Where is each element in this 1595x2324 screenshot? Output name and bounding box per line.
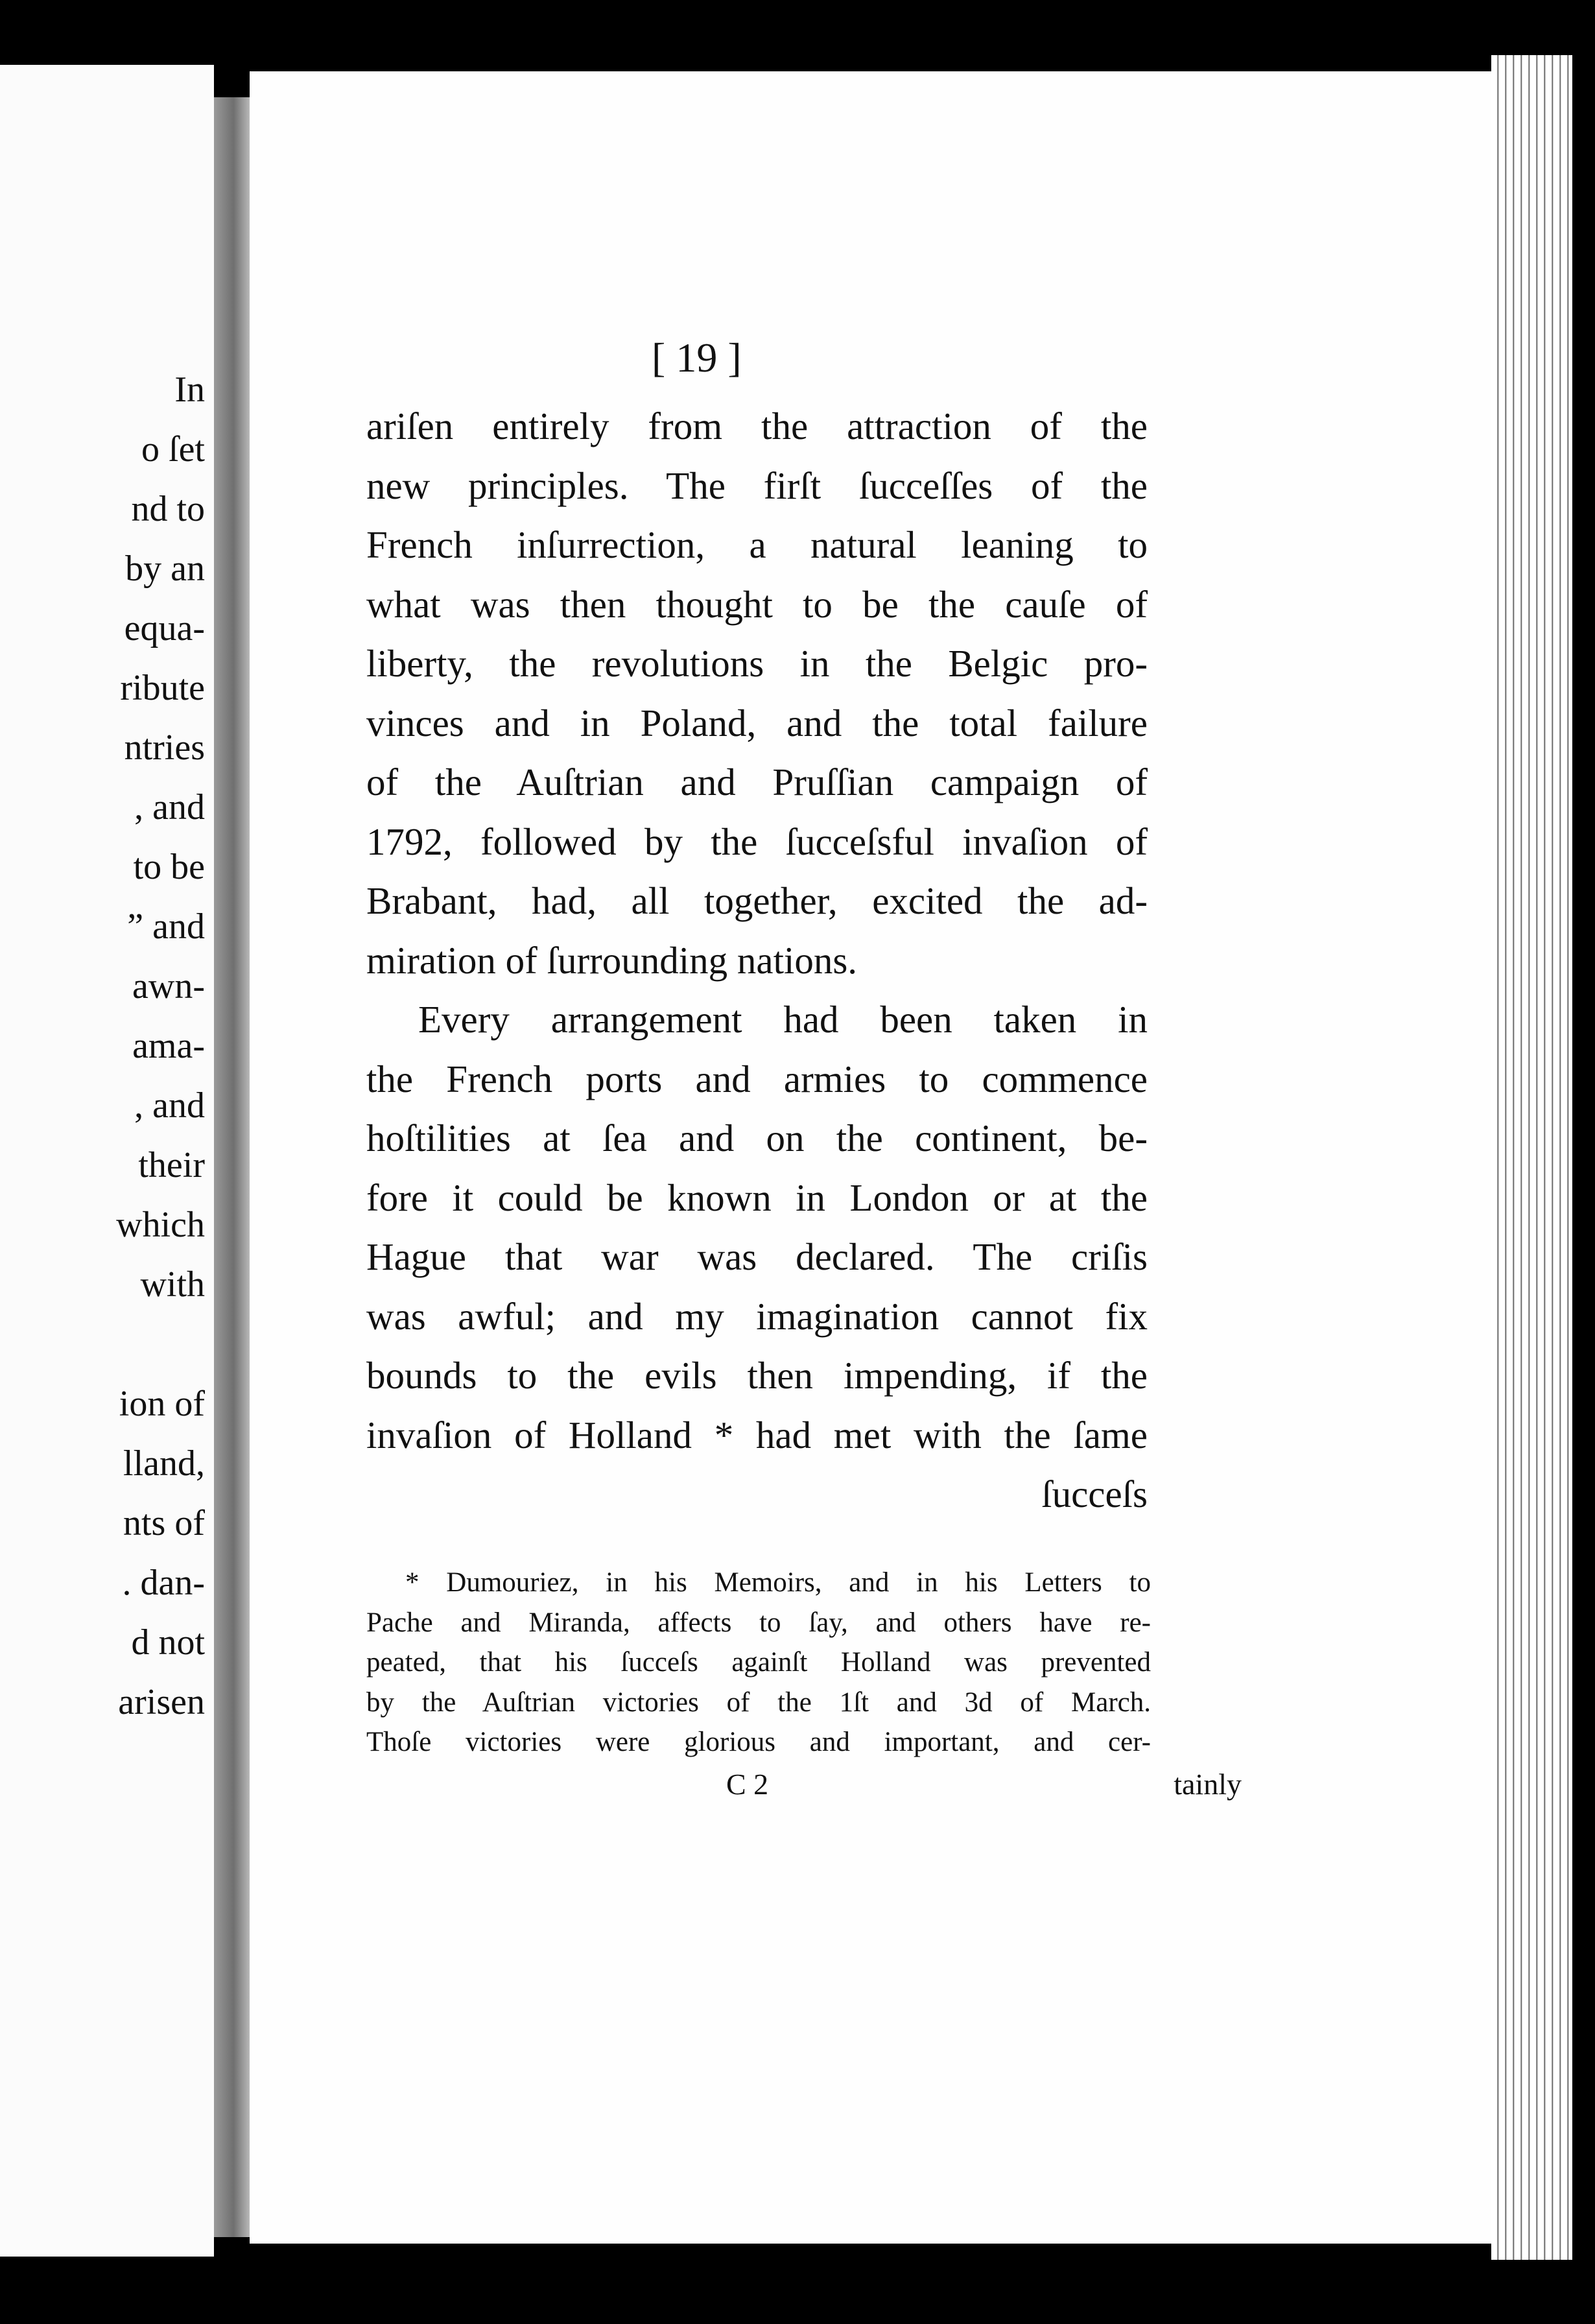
footnote-line: * Dumouriez, in his Memoirs, and in his Letters to — [405, 1567, 1151, 1598]
footnote — [366, 1563, 1151, 1762]
text-line: Every arrangement had been taken in — [418, 998, 1148, 1041]
catchline: ſucceſs — [1041, 1473, 1148, 1515]
previous-page-line: , and — [134, 1085, 205, 1126]
catchword: tainly — [1174, 1768, 1242, 1801]
previous-page-line: nts of — [123, 1503, 205, 1543]
text-line: hoſtilities at ſea and on the continent, be- — [366, 1117, 1148, 1159]
text-line: vinces and in Poland, and the total failure — [366, 701, 1148, 744]
paragraph-1 — [366, 397, 1148, 990]
previous-page-line: ion of — [119, 1384, 205, 1424]
footnote-line: Thoſe victories were glorious and important, and cer- — [366, 1727, 1151, 1757]
previous-page-line: which — [116, 1205, 205, 1245]
text-line: Brabant, had, all together, excited the ad- — [366, 879, 1148, 922]
footnote-line: Pache and Miranda, affects to ſay, and others have re- — [366, 1607, 1151, 1638]
text-line: of the Auſtrian and Pruſſian campaign of — [366, 761, 1148, 803]
footnote-line: peated, that his ſucceſs againſt Holland was prevented — [366, 1647, 1151, 1678]
previous-page-line: their — [138, 1145, 205, 1185]
previous-page-line: to be — [133, 847, 205, 887]
footnote-line: by the Auſtrian victories of the 1ſt and 3d of March. — [366, 1687, 1151, 1718]
previous-page-line: lland, — [123, 1443, 205, 1484]
previous-page-line: , and — [134, 787, 205, 827]
text-line: ariſen entirely from the attraction of the — [366, 405, 1148, 447]
previous-page-line: In — [174, 370, 205, 410]
book-binding-gutter — [214, 97, 250, 2237]
text-line: bounds to the evils then impending, if the — [366, 1354, 1148, 1397]
text-line: 1792, followed by the ſucceſsful invaſion of — [366, 820, 1148, 863]
previous-page-lines — [116, 360, 205, 1732]
previous-page-line: nd to — [131, 489, 205, 529]
signature-mark: C 2 — [726, 1768, 769, 1801]
text-line: fore it could be known in London or at the — [366, 1176, 1148, 1219]
previous-page-line: with — [140, 1264, 205, 1305]
previous-page-line: ama- — [132, 1026, 205, 1066]
page-edge-stack — [1491, 55, 1572, 2260]
text-line: new principles. The firſt ſucceſſes of the — [366, 464, 1148, 507]
previous-page-line: equa- — [124, 608, 205, 648]
text-line: invaſion of Holland * had met with the ſame — [366, 1413, 1148, 1456]
previous-page-line: . dan- — [122, 1563, 205, 1603]
text-line: what was then thought to be the cauſe of — [366, 582, 1148, 626]
text-line: was awful; and my imagination cannot fix — [366, 1294, 1148, 1338]
previous-page-line: arisen — [118, 1682, 205, 1722]
text-line: French inſurrection, a natural leaning to — [366, 523, 1148, 566]
previous-page-line: by an — [125, 549, 205, 589]
previous-page-line: ntries — [124, 728, 205, 768]
body-text — [366, 397, 1148, 1524]
paragraph-2 — [366, 990, 1148, 1524]
previous-page-line: ” and — [127, 907, 205, 947]
previous-page-line — [116, 1314, 205, 1374]
previous-page-line: awn- — [132, 966, 205, 1006]
text-line: liberty, the revolutions in the Belgic pro- — [366, 642, 1148, 685]
text-line: Hague that war was declared. The criſis — [366, 1235, 1148, 1278]
page-number-header: [ 19 ] — [652, 335, 742, 381]
previous-page-line: o ſet — [141, 429, 205, 469]
previous-page-line: d not — [131, 1622, 205, 1663]
previous-page-fragment — [0, 65, 214, 2257]
previous-page-line: ribute — [120, 668, 205, 708]
text-line: the French ports and armies to commence — [366, 1057, 1148, 1100]
text-line: miration of ſurrounding nations. — [366, 938, 858, 982]
